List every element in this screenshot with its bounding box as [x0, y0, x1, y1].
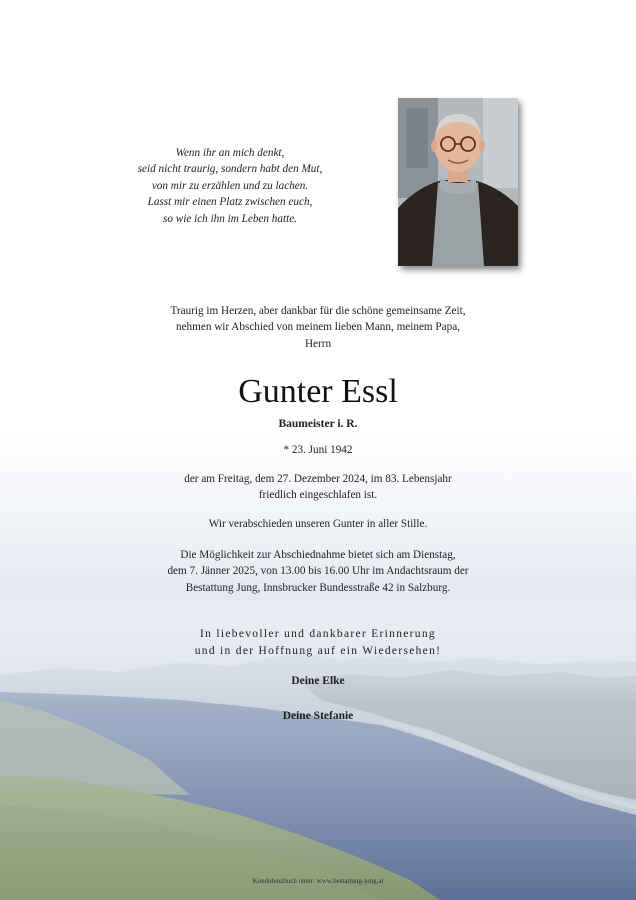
portrait-photo: [398, 98, 518, 266]
farewell-text: [60, 516, 576, 532]
deceased-name: Gunter Essl: [238, 373, 398, 410]
death-line: friedlich eingeschlafen ist.: [258, 489, 378, 502]
death-line: der am Freitag, dem 27. Dezember 2024, im 83. Lebensjahr: [184, 473, 452, 485]
condolence-footer: Kondolenzbuch unter: www.bestattung-jung.at: [252, 877, 384, 885]
signature: Deine Stefanie: [282, 710, 354, 722]
birth-date: * 23. Juni 1942: [283, 444, 353, 456]
memory-line: und in der Hoffnung auf ein Wiedersehen!: [194, 645, 442, 657]
poem-line: Lasst mir einen Platz zwischen euch,: [147, 196, 313, 209]
intro-text: [100, 303, 536, 352]
poem-line: Wenn ihr an mich denkt,: [175, 147, 285, 159]
memory-line: In liebevoller und dankbarer Erinnerung: [200, 628, 436, 640]
deceased-title: Baumeister i. R.: [278, 418, 358, 430]
viewing-line: Die Möglichkeit zur Abschiednahme bietet sich am Dienstag,: [180, 549, 456, 561]
intro-line: Herrn: [304, 337, 332, 350]
viewing-line: Bestattung Jung, Innsbrucker Bundesstraße 42 in Salzburg.: [185, 581, 451, 594]
poem: [100, 145, 360, 227]
intro-line: nehmen wir Abschied von meinem lieben Mann, meinem Papa,: [176, 321, 460, 334]
viewing-info: [60, 547, 576, 596]
poem-line: seid nicht traurig, sondern habt den Mut,: [137, 163, 323, 176]
signature: Deine Elke: [291, 675, 345, 687]
farewell-line: Wir verabschieden unseren Gunter in aller Stille.: [208, 518, 428, 530]
viewing-line: dem 7. Jänner 2025, von 13.00 bis 16.00 Uhr im Andachtsraum der: [167, 565, 469, 578]
memory-text: [60, 626, 576, 660]
death-notice: [60, 471, 576, 504]
intro-line: Traurig im Herzen, aber dankbar für die schöne gemeinsame Zeit,: [170, 305, 466, 317]
poem-line: von mir zu erzählen und zu lachen.: [151, 179, 309, 192]
poem-line: so wie ich ihn im Leben hatte.: [163, 212, 297, 225]
